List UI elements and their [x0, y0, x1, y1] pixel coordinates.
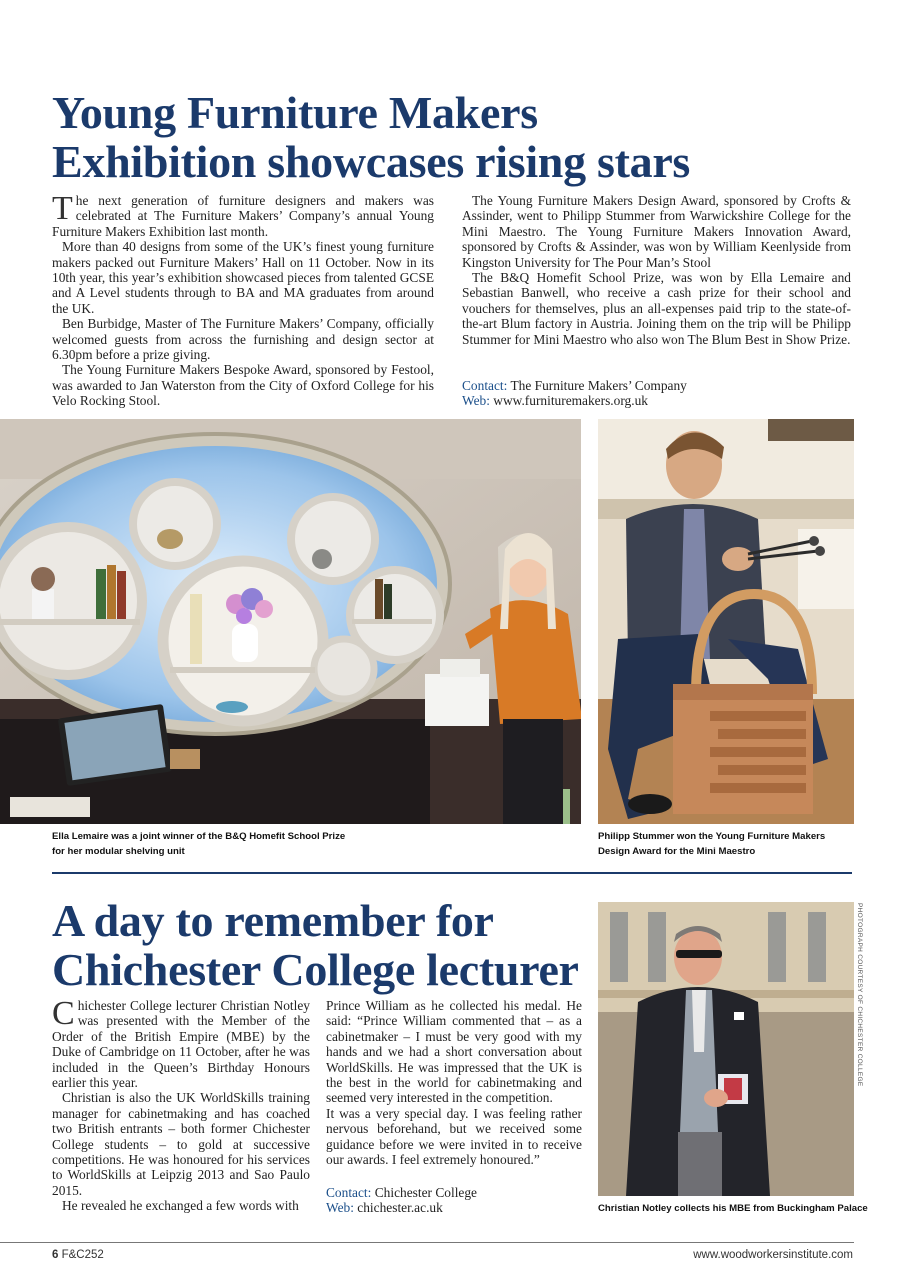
web-label: Web:: [326, 1200, 354, 1216]
caption-christian-notley: Christian Notley collects his MBE from Buckingham Palace: [598, 1203, 868, 1214]
issue-label: F&C252: [61, 1249, 104, 1261]
photo-christian-notley: [598, 902, 854, 1196]
article2-web-line: [326, 1200, 582, 1215]
footer-website[interactable]: www.woodworkersinstitute.com: [693, 1249, 853, 1261]
section-divider: [52, 872, 852, 874]
article1-title-line1: Young Furniture Makers: [52, 87, 538, 138]
article1-column-left: [52, 190, 434, 409]
article2-contact-line: [326, 1185, 582, 1200]
article1-paragraph-2: More than 40 designs from some of the UK’s finest young furniture makers packed out Furniture Makers’ Hall on 11 October. Now in its 10th year, this year’s exhibition showcased pieces from talented GCSE and A Level students through to BA and MA graduates from around the UK.: [52, 239, 434, 316]
article2-paragraph-1-text: hichester College lecturer Christian Notley was presented with the Member of the Order of the British Empire (MBE) by the Duke of Cambridge on 11 October, after he was included in the Queen’s Birthday Honours earlier this year.: [52, 998, 310, 1091]
article1-paragraph-4: The Young Furniture Makers Bespoke Award, sponsored by Festool, was awarded to Jan Waterston from the City of Oxford College for his Velo Rocking Stool.: [52, 362, 434, 409]
article1-contact-line: [462, 378, 851, 393]
caption-ella-line2: for her modular shelving unit: [52, 846, 185, 857]
article1-column-right: [462, 193, 851, 347]
footer-left: [52, 1249, 104, 1261]
article1-paragraph-1-text: he next generation of furniture designers and makers was celebrated at The Furniture Makers’ Company’s annual Young Furniture Makers Exhibition last month.: [52, 193, 434, 239]
contact-label: Contact:: [462, 378, 508, 393]
article2-paragraph-3: He revealed he exchanged a few words with: [62, 1198, 299, 1214]
article2-paragraph-4: Prince William as he collected his medal. He said: “Prince William commented that – as a cabinetmaker – I must be very good with my hands and we had a short conversation about WorldSkills. He was impressed that the UK is the best in the world for cabinetmaking and seemed very interested in the competition.: [326, 998, 582, 1106]
web-link[interactable]: chichester.ac.uk: [357, 1200, 443, 1216]
article2-paragraph-1: [52, 995, 310, 1091]
caption-philipp-line1: Philipp Stummer won the Young Furniture Makers: [598, 831, 826, 842]
article2-paragraph-2: Christian is also the UK WorldSkills training manager for cabinetmaking and has coached two British entrants – both former Chichester College students – to gold at successive competitions. He was honoured for his services to WorldSkills at Leipzig 2013 and Sao Paulo 2015.: [52, 1090, 310, 1198]
footer-rule: [0, 1242, 854, 1243]
article2-title: [52, 896, 592, 994]
article2-column-left: [52, 995, 310, 1214]
photo-philipp-stummer: [598, 419, 854, 824]
article1-paragraph-1: [52, 190, 434, 239]
article1-dropcap: T: [52, 190, 73, 227]
article1-paragraph-5: The Young Furniture Makers Design Award, sponsored by Crofts & Assinder, went to Philipp Stummer from Warwickshire College for the Mini Maestro. The Young Furniture Makers Innovation Award, sponsored by Crofts & Assinder, was won by William Keenlyside from Kingston University for The Pour Man’s Stool: [462, 193, 851, 270]
article1-paragraph-3: Ben Burbidge, Master of The Furniture Makers’ Company, officially welcomed guests from across the furnishing and design sector at 6.30pm before a prize giving.: [52, 316, 434, 363]
article1-paragraph-6: The B&Q Homefit School Prize, was won by Ella Lemaire and Sebastian Banwell, who receive a cash prize for their school and vouchers for themselves, plus an all-expenses paid trip to the state-of-the-art Blum factory in Austria. Joining them on the trip will be Philipp Stummer for Mini Maestro who also won The Blum Best in Show Prize.: [462, 270, 851, 347]
web-label: Web:: [462, 393, 490, 409]
contact-value: The Furniture Makers’ Company: [510, 378, 687, 393]
article2-dropcap: C: [52, 995, 75, 1032]
caption-ella-lemaire: [52, 829, 572, 859]
page-number: 6: [52, 1249, 59, 1261]
photo-ella-lemaire: [0, 419, 581, 824]
article1-title-line2: Exhibition showcases rising stars: [52, 136, 691, 187]
caption-ella-line1: Ella Lemaire was a joint winner of the B&Q Homefit School Prize: [52, 831, 346, 842]
photo-credit: PHOTOGRAPH COURTESY OF CHICHESTER COLLEGE: [856, 903, 863, 1087]
article2-title-line1: A day to remember for: [52, 895, 494, 946]
web-link[interactable]: www.furnituremakers.org.uk: [493, 393, 648, 409]
contact-label: Contact:: [326, 1185, 372, 1200]
caption-philipp-line2: Design Award for the Mini Maestro: [598, 846, 756, 857]
article1-title: [52, 88, 852, 186]
contact-value: Chichester College: [374, 1185, 477, 1200]
article2-paragraph-5: It was a very special day. I was feeling rather nervous beforehand, but we received some guidance before we were invited in to receive our awards. I feel extremely honoured.”: [326, 1105, 582, 1168]
article2-contact-block: [326, 1185, 582, 1216]
caption-philipp-stummer: [598, 829, 854, 859]
article1-contact-block: [462, 378, 851, 409]
article1-web-line: [462, 393, 851, 408]
article2-title-line2: Chichester College lecturer: [52, 944, 579, 995]
article2-column-right: [326, 998, 582, 1167]
